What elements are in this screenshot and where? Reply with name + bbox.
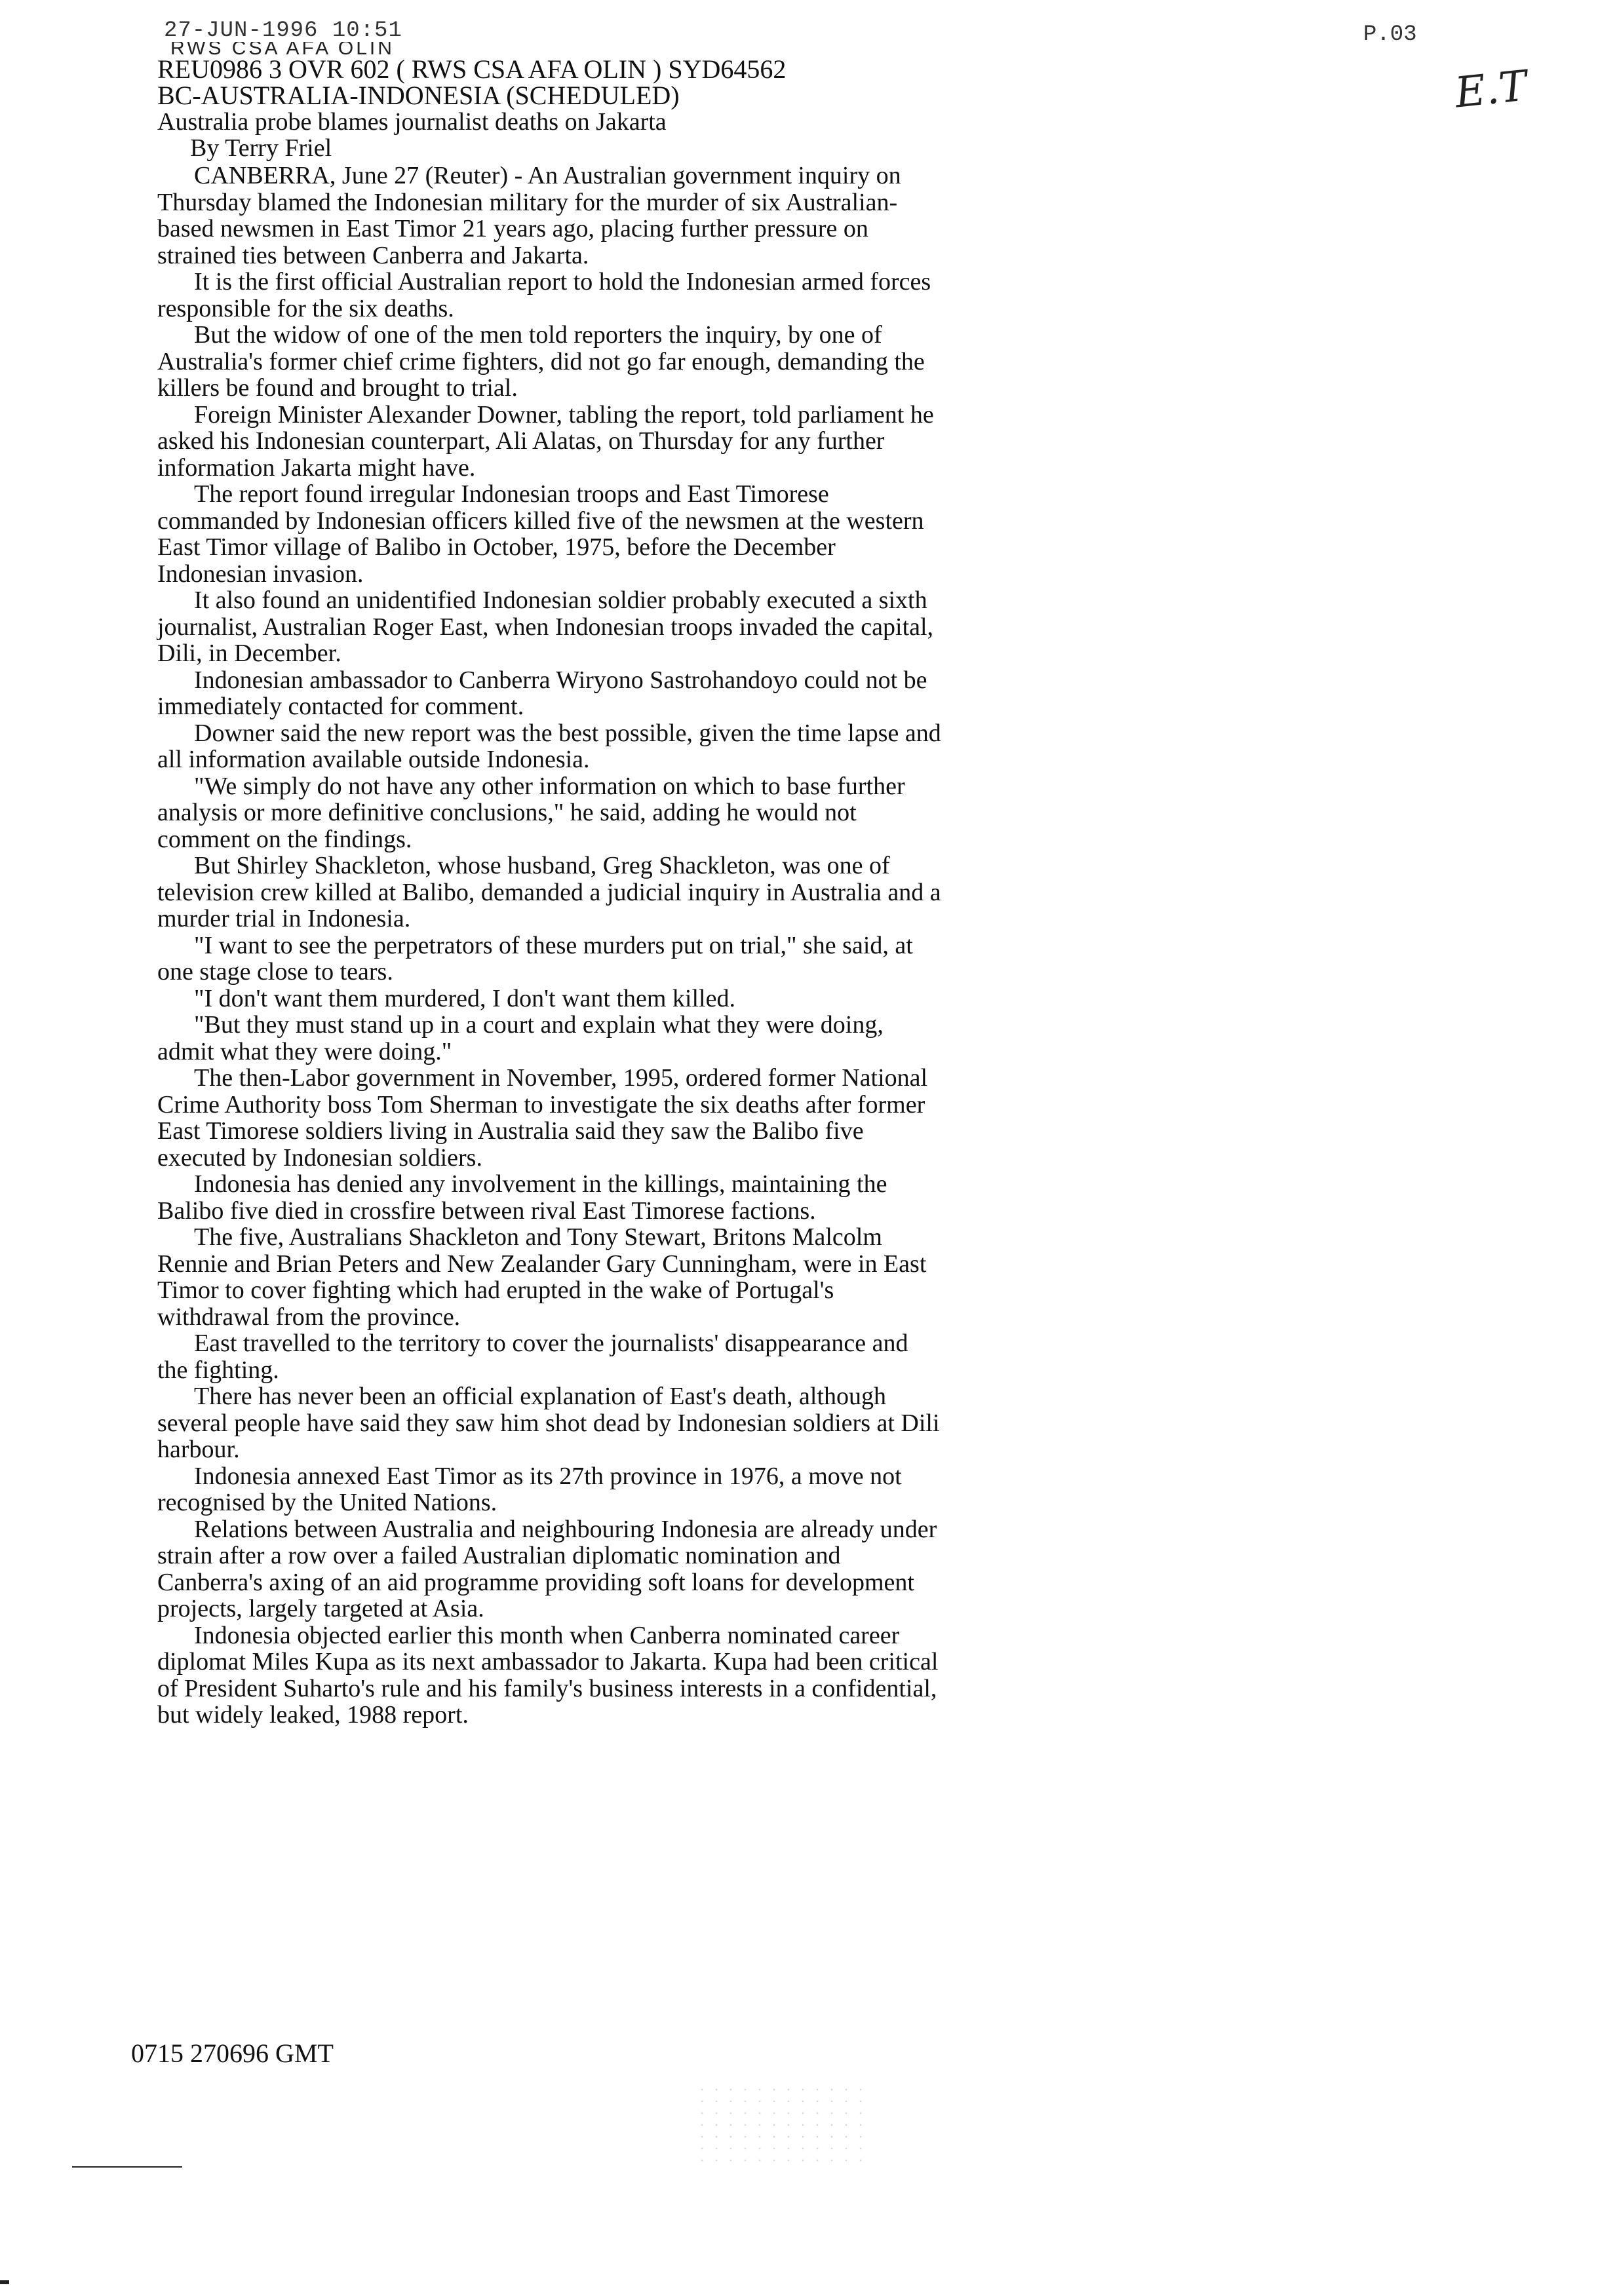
- paragraph: There has never been an official explanation of East's death, although several people have said they saw him shot dead by Indonesian soldiers at Dili harbour.: [157, 1383, 940, 1463]
- bottom-divider: [72, 2166, 182, 2168]
- transmission-timestamp: 0715 270696 GMT: [131, 2038, 334, 2068]
- paragraph: Indonesia objected earlier this month when Canberra nominated career diplomat Miles Kupa as its next ambassador to Jakarta. Kupa had been critical of President Suharto's rule and his family's business interests in a confidential, but widely leaked, 1988 report.: [157, 1621, 939, 1729]
- truncated-routing-line: RWS CSA AFA OLIN: [170, 42, 395, 56]
- article-body: [157, 163, 944, 1729]
- edge-mark: [0, 2280, 9, 2284]
- paragraph: The then-Labor government in November, 1995, ordered former National Crime Authority boss Tom Sherman to investigate the six deaths after former East Timorese soldiers living in Australia said they saw the Balibo five executed by Indonesian soldiers.: [157, 1064, 928, 1172]
- paragraph: Indonesia annexed East Timor as its 27th province in 1976, a move not recognised by the United Nations.: [157, 1462, 902, 1516]
- news-article: [157, 42, 944, 1729]
- paragraph: "We simply do not have any other information on which to base further analysis or more definitive conclusions," he said, adding he would not comment on the findings.: [157, 772, 905, 853]
- paragraph: Indonesia has denied any involvement in the killings, maintaining the Balibo five died in crossfire between rival East Timorese factions.: [157, 1170, 887, 1225]
- paragraph: "But they must stand up in a court and explain what they were doing, admit what they were doing.": [157, 1011, 884, 1065]
- handwritten-note: E.T: [1452, 62, 1530, 118]
- paragraph: Downer said the new report was the best possible, given the time lapse and all information available outside Indonesia.: [157, 719, 941, 773]
- paragraph: Indonesian ambassador to Canberra Wiryono Sastrohandoyo could not be immediately contacted for comment.: [157, 666, 927, 720]
- paragraph: The report found irregular Indonesian troops and East Timorese commanded by Indonesian officers killed five of the newsmen at the western East Timor village of Balibo in October, 1975, before the December Indonesian invasion.: [157, 480, 924, 588]
- paragraph: CANBERRA, June 27 (Reuter) - An Australian government inquiry on Thursday blamed the Indonesian military for the murder of six Australian-based newsmen in East Timor 21 years ago, placing further pressure on strained ties between Canberra and Jakarta.: [157, 162, 901, 269]
- paragraph: Foreign Minister Alexander Downer, tabling the report, told parliament he asked his Indonesian counterpart, Ali Alatas, on Thursday for any further information Jakarta might have.: [157, 400, 934, 482]
- paragraph: The five, Australians Shackleton and Tony Stewart, Britons Malcolm Rennie and Brian Peters and New Zealander Gary Cunningham, were in East Timor to cover fighting which had erupted in the wake of Portugal's withdrawal from the province.: [157, 1223, 927, 1331]
- paragraph: Relations between Australia and neighbouring Indonesia are already under strain after a row over a failed Australian diplomatic nomination and Canberra's axing of an aid programme providing soft loans for development projects, largely targeted at Asia.: [157, 1515, 937, 1622]
- scan-noise: [695, 2084, 865, 2162]
- paragraph: But Shirley Shackleton, whose husband, Greg Shackleton, was one of television crew killed at Balibo, demanded a judicial inquiry in Australia and a murder trial in Indonesia.: [157, 852, 941, 932]
- paragraph: But the widow of one of the men told reporters the inquiry, by one of Australia's former chief crime fighters, did not go far enough, demanding the killers be found and brought to trial.: [157, 321, 925, 402]
- headline: Australia probe blames journalist deaths on Jakarta: [157, 108, 667, 136]
- paragraph: It is the first official Australian report to hold the Indonesian armed forces responsible for the six deaths.: [157, 268, 931, 322]
- slug-line-2: BC-AUSTRALIA-INDONESIA (SCHEDULED): [157, 81, 680, 110]
- byline: By Terry Friel: [190, 134, 332, 162]
- paragraph: "I want to see the perpetrators of these murders put on trial," she said, at one stage close to tears.: [157, 931, 913, 985]
- page-number: P.03: [1363, 22, 1417, 47]
- slug-line-1: REU0986 3 OVR 602 ( RWS CSA AFA OLIN ) SYD64562: [157, 54, 787, 84]
- paragraph: It also found an unidentified Indonesian soldier probably executed a sixth journalist, Australian Roger East, when Indonesian troops invaded the capital, Dili, in December.: [157, 586, 934, 667]
- paragraph: East travelled to the territory to cover the journalists' disappearance and the fighting.: [157, 1330, 908, 1384]
- fax-header: 27-JUN-1996 10:51: [164, 18, 402, 43]
- paragraph: "I don't want them murdered, I don't want them killed.: [194, 984, 735, 1012]
